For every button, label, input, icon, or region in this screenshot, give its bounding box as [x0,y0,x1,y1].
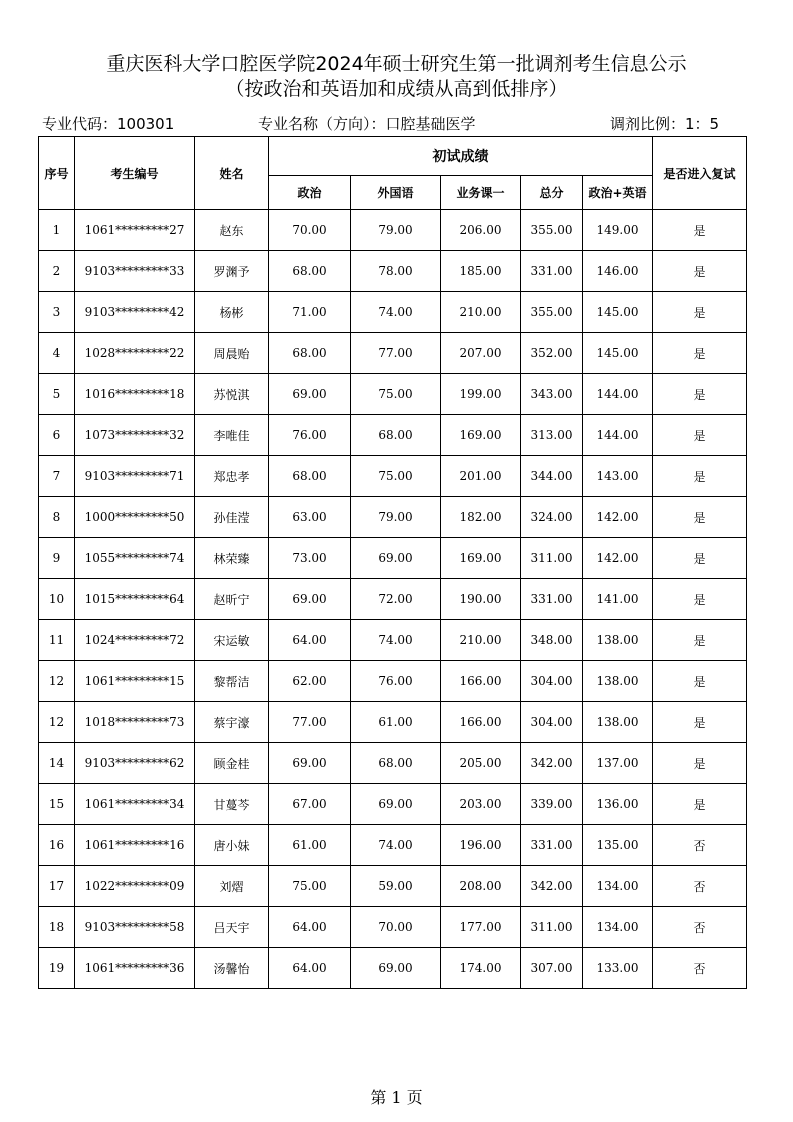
retest-cell: 是 [653,415,747,456]
major-course-cell: 174.00 [441,948,521,989]
total-cell: 331.00 [521,825,583,866]
table-row [39,661,747,702]
retest-cell: 否 [653,866,747,907]
table-row [39,702,747,743]
name-cell: 郑忠孝 [195,456,269,497]
retest-cell: 是 [653,497,747,538]
politics-english-cell: 134.00 [583,907,653,948]
table-row [39,948,747,989]
seq-cell: 8 [39,497,75,538]
total-cell: 355.00 [521,292,583,333]
foreign-language-cell: 68.00 [351,743,441,784]
table-row [39,292,747,333]
politics-english-cell: 149.00 [583,210,653,251]
politics-cell: 62.00 [269,661,351,702]
major-course-cell: 208.00 [441,866,521,907]
table-row [39,866,747,907]
name-cell: 赵昕宁 [195,579,269,620]
foreign-language-cell: 68.00 [351,415,441,456]
politics-cell: 68.00 [269,333,351,374]
foreign-language-cell: 74.00 [351,620,441,661]
exam-id-cell: 1061*********36 [75,948,195,989]
name-cell: 蔡宇濠 [195,702,269,743]
seq-cell: 12 [39,661,75,702]
major-name: 专业名称（方向）：口腔基础医学 [258,115,476,133]
foreign-language-cell: 69.00 [351,538,441,579]
exam-id-cell: 9103*********62 [75,743,195,784]
seq-cell: 14 [39,743,75,784]
major-course-cell: 206.00 [441,210,521,251]
seq-cell: 15 [39,784,75,825]
politics-cell: 68.00 [269,456,351,497]
name-cell: 孙佳滢 [195,497,269,538]
retest-cell: 是 [653,784,747,825]
seq-cell: 2 [39,251,75,292]
retest-cell: 是 [653,743,747,784]
document-title: 重庆医科大学口腔医学院2024年硕士研究生第一批调剂考生信息公示 [106,53,687,75]
retest-cell: 是 [653,251,747,292]
retest-cell: 是 [653,620,747,661]
major-course-cell: 199.00 [441,374,521,415]
name-cell: 刘熠 [195,866,269,907]
document-subtitle: （按政治和英语加和成绩从高到低排序） [225,78,568,100]
total-cell: 311.00 [521,907,583,948]
total-cell: 352.00 [521,333,583,374]
header-retest: 是否进入复试 [653,137,747,210]
politics-english-cell: 138.00 [583,661,653,702]
major-course-cell: 196.00 [441,825,521,866]
politics-english-cell: 143.00 [583,456,653,497]
major-course-cell: 185.00 [441,251,521,292]
retest-cell: 否 [653,825,747,866]
politics-english-cell: 144.00 [583,415,653,456]
total-cell: 344.00 [521,456,583,497]
exam-id-cell: 1073*********32 [75,415,195,456]
exam-id-cell: 9103*********33 [75,251,195,292]
header-major-course: 业务课一 [441,176,521,210]
total-cell: 304.00 [521,702,583,743]
total-cell: 342.00 [521,866,583,907]
politics-english-cell: 138.00 [583,702,653,743]
table-row [39,497,747,538]
politics-cell: 73.00 [269,538,351,579]
seq-cell: 9 [39,538,75,579]
politics-cell: 69.00 [269,374,351,415]
exam-id-cell: 1061*********15 [75,661,195,702]
table-row [39,374,747,415]
header-name: 姓名 [195,137,269,210]
foreign-language-cell: 74.00 [351,292,441,333]
total-cell: 311.00 [521,538,583,579]
retest-cell: 是 [653,292,747,333]
major-course-cell: 210.00 [441,292,521,333]
seq-cell: 11 [39,620,75,661]
total-cell: 342.00 [521,743,583,784]
name-cell: 林荣臻 [195,538,269,579]
name-cell: 赵东 [195,210,269,251]
exam-id-cell: 1016*********18 [75,374,195,415]
foreign-language-cell: 74.00 [351,825,441,866]
seq-cell: 12 [39,702,75,743]
politics-cell: 77.00 [269,702,351,743]
major-course-cell: 190.00 [441,579,521,620]
major-course-cell: 169.00 [441,415,521,456]
total-cell: 343.00 [521,374,583,415]
header-exam-id: 考生编号 [75,137,195,210]
major-course-cell: 182.00 [441,497,521,538]
foreign-language-cell: 59.00 [351,866,441,907]
foreign-language-cell: 75.00 [351,374,441,415]
major-course-cell: 166.00 [441,661,521,702]
politics-cell: 68.00 [269,251,351,292]
total-cell: 307.00 [521,948,583,989]
name-cell: 杨彬 [195,292,269,333]
foreign-language-cell: 76.00 [351,661,441,702]
exam-id-cell: 1022*********09 [75,866,195,907]
name-cell: 汤馨怡 [195,948,269,989]
table-row [39,456,747,497]
total-cell: 355.00 [521,210,583,251]
name-cell: 李唯佳 [195,415,269,456]
retest-cell: 是 [653,702,747,743]
seq-cell: 18 [39,907,75,948]
table-row [39,907,747,948]
politics-cell: 70.00 [269,210,351,251]
seq-cell: 4 [39,333,75,374]
header-seq: 序号 [39,137,75,210]
politics-english-cell: 146.00 [583,251,653,292]
header-politics: 政治 [269,176,351,210]
exam-id-cell: 1061*********34 [75,784,195,825]
major-course-cell: 169.00 [441,538,521,579]
seq-cell: 7 [39,456,75,497]
name-cell: 黎帮洁 [195,661,269,702]
politics-cell: 64.00 [269,948,351,989]
exam-id-cell: 1055*********74 [75,538,195,579]
major-course-cell: 203.00 [441,784,521,825]
header-politics-english: 政治+英语 [583,176,653,210]
retest-cell: 否 [653,948,747,989]
name-cell: 罗渊予 [195,251,269,292]
table-row [39,825,747,866]
major-course-cell: 210.00 [441,620,521,661]
table-row [39,210,747,251]
seq-cell: 17 [39,866,75,907]
politics-cell: 69.00 [269,743,351,784]
foreign-language-cell: 72.00 [351,579,441,620]
exam-id-cell: 9103*********71 [75,456,195,497]
total-cell: 304.00 [521,661,583,702]
politics-cell: 63.00 [269,497,351,538]
retest-cell: 是 [653,456,747,497]
name-cell: 苏悦淇 [195,374,269,415]
retest-cell: 是 [653,333,747,374]
table-row [39,784,747,825]
name-cell: 唐小妹 [195,825,269,866]
politics-cell: 64.00 [269,620,351,661]
foreign-language-cell: 78.00 [351,251,441,292]
major-course-cell: 166.00 [441,702,521,743]
seq-cell: 3 [39,292,75,333]
politics-english-cell: 144.00 [583,374,653,415]
name-cell: 宋运敏 [195,620,269,661]
exam-id-cell: 1015*********64 [75,579,195,620]
name-cell: 吕天宇 [195,907,269,948]
major-course-cell: 207.00 [441,333,521,374]
table-row [39,415,747,456]
exam-id-cell: 9103*********42 [75,292,195,333]
foreign-language-cell: 79.00 [351,210,441,251]
politics-cell: 64.00 [269,907,351,948]
politics-english-cell: 145.00 [583,292,653,333]
seq-cell: 5 [39,374,75,415]
exam-id-cell: 9103*********58 [75,907,195,948]
foreign-language-cell: 75.00 [351,456,441,497]
major-course-cell: 205.00 [441,743,521,784]
retest-cell: 是 [653,661,747,702]
page-number: 第 1 页 [370,1088,423,1107]
politics-cell: 61.00 [269,825,351,866]
table-row [39,743,747,784]
foreign-language-cell: 70.00 [351,907,441,948]
foreign-language-cell: 77.00 [351,333,441,374]
politics-cell: 67.00 [269,784,351,825]
seq-cell: 10 [39,579,75,620]
retest-cell: 是 [653,374,747,415]
header-total: 总分 [521,176,583,210]
seq-cell: 19 [39,948,75,989]
seq-cell: 16 [39,825,75,866]
exam-id-cell: 1000*********50 [75,497,195,538]
exam-id-cell: 1061*********27 [75,210,195,251]
major-course-cell: 177.00 [441,907,521,948]
politics-cell: 69.00 [269,579,351,620]
exam-id-cell: 1018*********73 [75,702,195,743]
politics-english-cell: 138.00 [583,620,653,661]
name-cell: 顾金桂 [195,743,269,784]
major-course-cell: 201.00 [441,456,521,497]
table-body [39,210,747,989]
major-code: 专业代码：100301 [42,115,175,133]
politics-english-cell: 137.00 [583,743,653,784]
total-cell: 339.00 [521,784,583,825]
table-row [39,333,747,374]
politics-english-cell: 136.00 [583,784,653,825]
retest-cell: 是 [653,538,747,579]
politics-english-cell: 134.00 [583,866,653,907]
politics-english-cell: 133.00 [583,948,653,989]
table-row [39,620,747,661]
total-cell: 348.00 [521,620,583,661]
foreign-language-cell: 61.00 [351,702,441,743]
retest-cell: 是 [653,210,747,251]
politics-english-cell: 142.00 [583,497,653,538]
table-row [39,538,747,579]
table-row [39,579,747,620]
foreign-language-cell: 69.00 [351,948,441,989]
total-cell: 331.00 [521,251,583,292]
seq-cell: 6 [39,415,75,456]
politics-cell: 71.00 [269,292,351,333]
foreign-language-cell: 69.00 [351,784,441,825]
name-cell: 周晨贻 [195,333,269,374]
header-foreign-language: 外国语 [351,176,441,210]
foreign-language-cell: 79.00 [351,497,441,538]
retest-cell: 是 [653,579,747,620]
politics-english-cell: 142.00 [583,538,653,579]
transfer-ratio: 调剂比例：1：5 [610,115,720,133]
politics-cell: 76.00 [269,415,351,456]
name-cell: 甘蔓芩 [195,784,269,825]
exam-id-cell: 1028*********22 [75,333,195,374]
seq-cell: 1 [39,210,75,251]
table-row [39,251,747,292]
politics-cell: 75.00 [269,866,351,907]
total-cell: 313.00 [521,415,583,456]
politics-english-cell: 145.00 [583,333,653,374]
politics-english-cell: 135.00 [583,825,653,866]
exam-id-cell: 1061*********16 [75,825,195,866]
total-cell: 331.00 [521,579,583,620]
score-table [38,136,747,989]
total-cell: 324.00 [521,497,583,538]
header-initial-scores: 初试成绩 [269,137,653,176]
retest-cell: 否 [653,907,747,948]
politics-english-cell: 141.00 [583,579,653,620]
exam-id-cell: 1024*********72 [75,620,195,661]
